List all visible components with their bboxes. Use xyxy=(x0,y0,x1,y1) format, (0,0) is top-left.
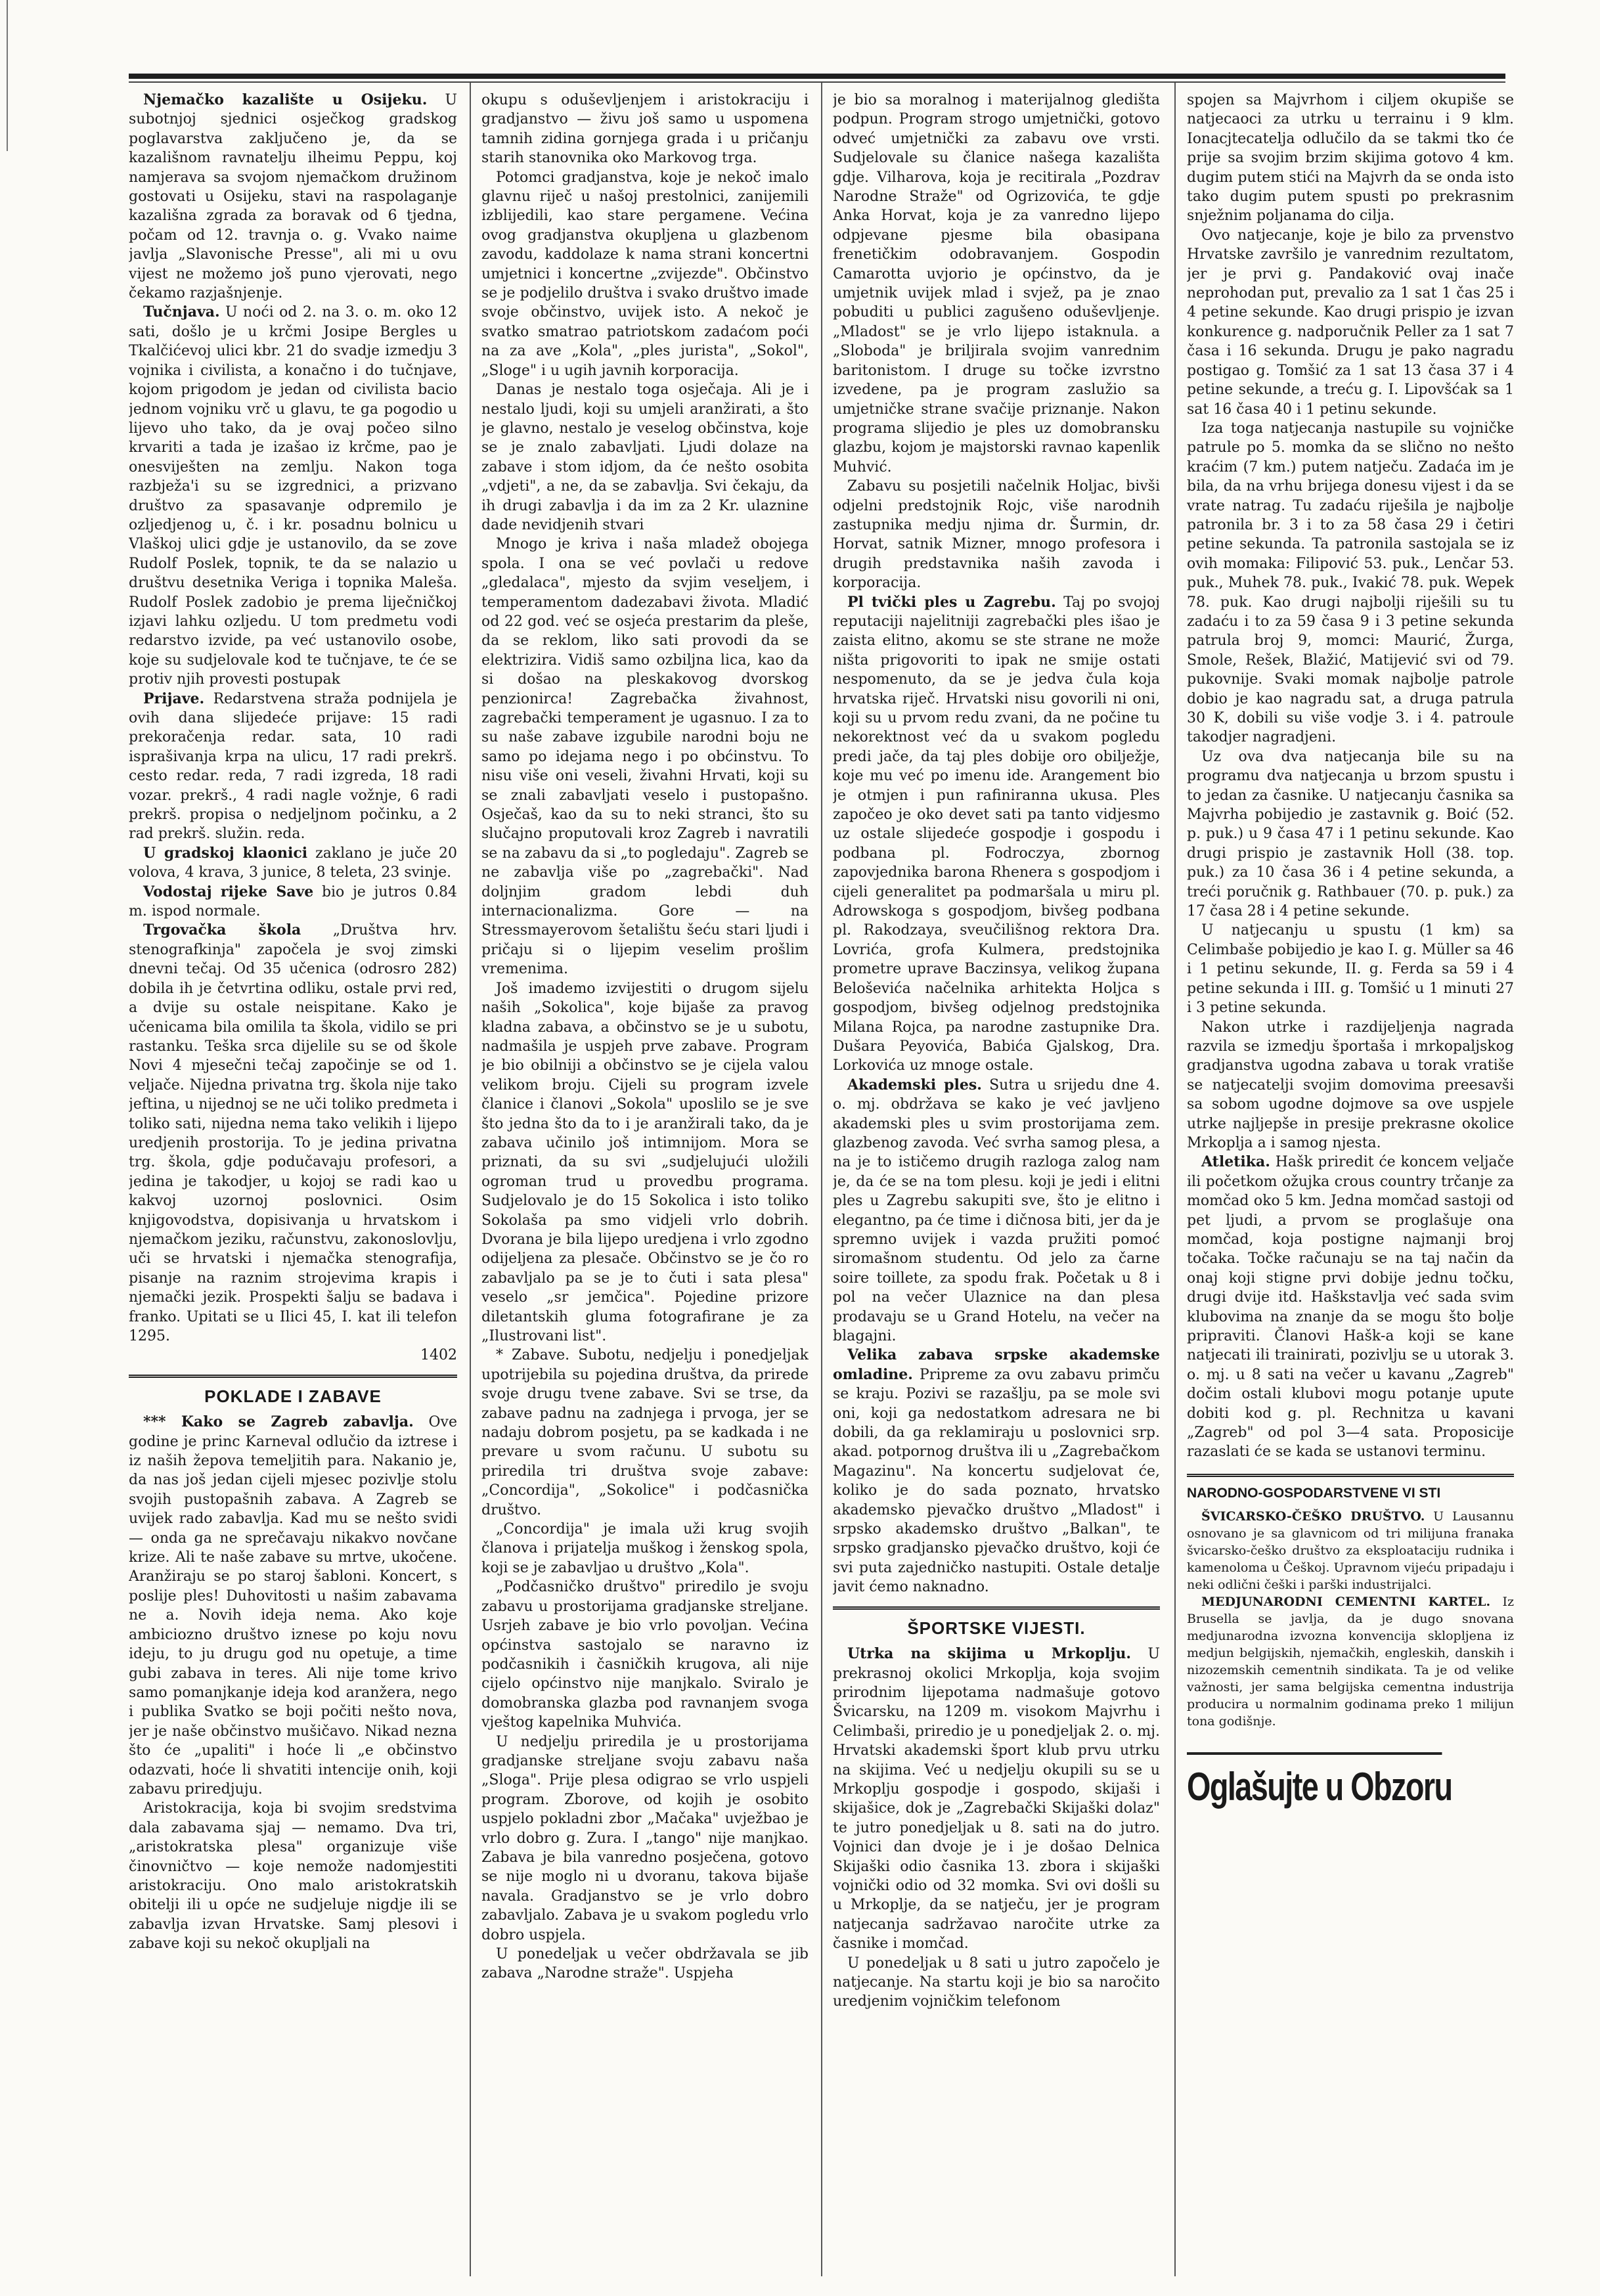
article-paragraph xyxy=(1187,1593,1514,1730)
article-text: Pripreme za ovu zabavu primču se kraju. Pozivi se razašlju, pa se mole svi oni, koji ga nedostatkom adresara ne bi dobili, da ga reklamiraju u poslovnici srp. akad. potpornog društva ili u „Zagrebačkom Magazinu". Na koncertu sudjelovat će, koliko je do sada poznato, hrvatsko akademsko pjevačko društvo „Mladost" i srpsko akademsko društvo „Balkan", te srpsko gradjansko pjevačko društvo, koji će svi puta zajedničko nastupiti. Ostale detalje javit ćemo naknadno. xyxy=(833,1366,1160,1596)
article-paragraph: „Concordija" je imala uži krug svojih članova i prijatelja muškog i ženskog spola, koji se je zabavljao u društvo „Kola". xyxy=(481,1521,809,1576)
article-paragraph: „Podčasničko društvo" priredilo je svoju zabavu u prostorijama gradjanske streljane. Usrjeh zabave je bio vrlo povoljan. Većina općinstva sastojalo se naravno iz podčasnikih i časničkih krugova, ali nije cijelo općinstvo nije manjkalo. Sviralo je domobranska glazba pod ravnanjem svoga vještog kapelnika Muhvića. xyxy=(481,1579,809,1731)
article-paragraph xyxy=(129,883,457,921)
column-divider xyxy=(821,83,822,2276)
section-title: ŠPORTSKE VIJESTI. xyxy=(833,1606,1160,1638)
column-2 xyxy=(481,91,809,2276)
article-paragraph: Mnogo je kriva i naša mladež obojega spola. I ona se već povlači u redove „gledalaca", mjesto da svjim veseljem, i temperamentom dadezabavi života. Mladić od 22 god. već se osjeća prestarim da pleše, da se reklom, liko sati provodi da se elektrizira. Vidiš samo ozbiljna lica, kao da si došao na pleskakovog dvorskog penzionirca! Zagrebačka živahnost, zagrebački temperament je ugasnuo. I za to su naše zabave izgubile narodni boju ne samo po idejama nego i po obćinstvu. To nisu više oni veseli, živahni Hrvati, koji su se znali zabavljati veselo i pustopašno. Osječaš, kao da su to neki stranci, što su slučajno proputovali kroz Zagreb i navratili se na zabavu da si „to pogledaju". Zagreb se ne zabavlja više po „zagrebački". Nad doljnjim gradom lebdi duh internacionalizma. Gore — na Stressmayerovom šetalištu šeću stari ljudi i pričaju si o lijepim veselim prošlim vremenima. xyxy=(481,536,809,978)
article-text: U subotnjoj sjednici osječkog gradskog poglavarstva zaključeno je, da se kazališnom ravnatelju ilheimu Peppu, koj namjerava sa svojom njemačkom družinom gostovati u Osijeku, stavi na raspolaganje kazališna zgrada za boravak od 6 tjedna, počam od 12. travnja o. g. Vvako naime javlja „Slavonische Presse", ali mi u ovu vijest ne možemo još puno vjerovati, nego čekamo razjašnjenje. xyxy=(129,92,457,302)
article-paragraph xyxy=(129,690,457,844)
article-text: Sutra u srijedu dne 4. o. mj. obdržava se kako je već javljeno akademski ples u svim prostorijama zem. glazbenog zavoda. Već svrha samog plesa, a na je to ističemo drugih razloga zalog nam je, da će se na tom plesu. koji je jedi i elitni ples u Zagrebu sakupiti sve, što je elitno i elegantno, pa će time i dičnosa biti, jer da je spremno uvijek i vazda pružiti pomoć siromašnom studentu. Od jelo za čarne soire toillete, za spodu frak. Početak u 8 i pol na večer Ulaznice na dan plesa prodavaju se u Grand Hotelu, na večer na blagajni. xyxy=(833,1076,1160,1344)
article-heading: MEDJUNARODNI CEMENTNI KARTEL. xyxy=(1201,1595,1491,1610)
article-heading: Pl tvički ples u Zagrebu. xyxy=(847,593,1056,611)
article-paragraph xyxy=(833,1346,1160,1597)
article-paragraph: Još imademo izvijestiti o drugom sijelu naših „Sokolica", koje bijaše za pravog kladna zabava, a občinstvo se je u subotu, nadmašila je uspjeh prve zabave. Program je bio obilniji a občinstvo se je cijela valou velikom broju. Cijeli su program izvele članice i članovi „Sokola" uposlilo se je sve što jedna što da to i je aranžirali tako, da je zabava učinilo još intimnijom. Mora se priznati, da su svi „sudjelujući uložili ogroman trud u provedbu programa. Sudjelovalo je do 15 Sokolica i isto toliko Sokolaša pa smo vidjeli vrlo dobrih. Dvorana je bila lijepo uredjena i vrlo zgodno odijeljena za plesače. Občinstvo se je čo ro zabavljalo pa se je to čuti i sata plesa" veselo „sr jemčica". Pojedine prizore diletantskih gluma fotografirane je za „Ilustrovani list". xyxy=(481,980,809,1344)
article-heading: Njemačko kazalište u Osijeku. xyxy=(143,91,428,108)
article-text: Iz Brusella se javlja, da je dugo snovana medjunarodna izvozna konvencija sklopljena iz medjun belgijskih, njemačkih, engleskih, danskih i nizozemskih cementnih sindikata. Ta je od velike važnosti, jer sama belgijska cementna industrija producira u normalnim godinama preko 1 milijun tona godišnje. xyxy=(1187,1595,1514,1729)
article-paragraph xyxy=(129,303,457,689)
article-paragraph: U nedjelju priredila je u prostorijama gradjanske streljane svoju zabavu naša „Sloga". Prije plesa odigrao se vrlo uspjeli program. Zborove, od kojih je osobito uspjelo pokladni zbor „Mačaka" uvježbao je vrlo dobro g. Zura. I „tango" nije manjkao. Zabava je bila vanredno posječena, gotovo se nije moglo ni u dvoranu, takova bijaše navala. Gradjanstvo se je vrlo dobro zabavljalo. Zabava je u svakom pogledu vrlo dobro uspjela. xyxy=(481,1733,809,1943)
article-heading: U gradskoj klaonici xyxy=(143,844,308,862)
article-paragraph: Zabavu su posjetili načelnik Holjac, bivši odjelni predstojnik Rojc, više narodnih zastupnika medju njima dr. Šurmin, dr. Horvat, satnik Mizner, mnogo profesora i drugih predstavnika naših zavoda i korporacija. xyxy=(833,478,1160,592)
article-text: U Lausannu osnovano je sa glavnicom od tri milijuna franaka švicarsko-češko društvo za eksploataciju rudnika i kamenoloma u Češkoj. Upravnom vijeću pripadaju i neki odlični češki i parški industrijalci. xyxy=(1187,1509,1514,1593)
article-text: bio je jutros 0.84 m. ispod normale. xyxy=(129,883,457,920)
article-text: Taj po svojoj reputaciji najelitniji zagrebački ples išao je zaista elitno, akomu se ste strane ne može ništa prigovoriti to ipak ne smije ostati nespomenuto, da se je jedva čula koja hrvatska riječ. Hrvatski nisu govorili ni oni, koji su u prvom redu zvani, da ne počine tu nekorektnost već da u svakom pogledu predi jače, da taj ples dobije oro obilježje, koje mu već po imenu ide. Arangement bio je otmjen i pun rafiniranna ukusa. Ples započeo je oko devet sati pa tanto vidjesmo uz ostale slijedeće gospodje i gospodu i podbana pl. Fodroczya, zbornog zapovjednika barona Rhenera s gospodjom i cijeli generalitet pa podmaršala u miru pl. Adrowskoga s gospodjom, bivšeg podbana pl. Rakodzaya, sveučilišnog rektora Dra. Lovrića, grofa Kulmera, predstojnika prometre uprave Baczinsya, velikog župana Beloševića načelnika arhitekta Holjca s gospodjom, bivšeg odjelnog predstojnika Milana Rojca, pa narodne zastupnike Dra. Dušara Peyovića, Babića Gjalskog, Dra. Lorkovića uz mnoge ostale. xyxy=(833,594,1160,1074)
column-divider xyxy=(1174,83,1176,2276)
section-title: POKLADE I ZABAVE xyxy=(129,1375,457,1406)
article-text: Hašk priredit će koncem veljače ili početkom ožujka crous country trčanje za momčad oko 5 km. Jedna momčad sastoji od pet ljudi, a prvom se proglašuje ona momčad, koja postigne najmanji broj točaka. Točke računaju se na taj način da onaj koji stigne prvi dobije jednu točku, drugi dvije itd. Haškstavlja već sada svim klubovima na znanje da se mogu što bolje pripraviti. Članovi Hašk-a koji se kane natjecati ili trainirati, pozivlju se u utorak 3. o. mj. u 8 sati na večer u kavanu „Zagreb" dočim ostali klubovi mogu potanje upute dobiti kod g. pl. Rechnitza u kavani „Zagreb" od pol 3—4 sata. Proposicije razaslati će se kada se ustanovi terminu. xyxy=(1187,1154,1514,1461)
advertisement-banner: Oglašujte u Obzoru xyxy=(1187,1752,1442,1810)
column-3 xyxy=(833,91,1160,2276)
article-paragraph xyxy=(833,1076,1160,1346)
article-paragraph: Ovo natjecanje, koje je bilo za prvenstvo Hrvatske završilo je vanrednim rezultatom, jer je prvi g. Pandaković ovaj inače neprohodan put, prevalio za 1 sat 1 čas 25 i 4 petine sekunde. Kao drugi prispio je izvan konkurence g. nadporučnik Peller za 1 sat 7 časa i 16 sekunda. Drugu je pako nagradu postigao g. Tomšić za 1 sat 13 časa 37 i 4 petine sekunde, a treću g. I. Lipovšćak sa 1 sat 16 časa 40 i 1 petinu sekunde. xyxy=(1187,227,1514,418)
article-heading: Utrka na skijima u Mrkoplju. xyxy=(847,1645,1132,1663)
article-text: Redarstvena straža podnijela je ovih dana slijedeće prijave: 15 radi prekoračenja redar. sata, 10 radi isprašivanja krpa na ulicu, 17 radi prekrš. cesto redar. reda, 7 radi izgreda, 18 radi vozar. prekrš., 4 radi nagle vožnje, 6 radi prekrš. propisa o nedjeljnom počinku, a 2 rad prekrš. služin. reda. xyxy=(129,690,457,843)
column-4 xyxy=(1187,91,1514,2276)
article-text: U noći od 2. na 3. o. m. oko 12 sati, došlo je u krčmi Josipe Bergles u Tkalčićevoj ulici kbr. 21 do svadje izmedju 3 vojnika i civilista, a konačno i do tučnjave, kojom prigodom je jedan od civilista bacio jednom vojniku vrč u glavu, te ga pogodio u lijevo uho tako, da je ovaj počeo silno krvariti a tada je izašao iz krčme, pao je onesviješten na zemlju. Nakon toga razbježa'i su se izgrednici, a prizvano društvo za spasavanje odpremilo je ozljedjenog u, č. i kr. posadnu bolnicu u Vlaškoj ulici gdje je ustanovilo, da se zove Rudolf Poslek, topnik, te da se nalazio u društvu desetnika Veriga i topnika Maleša. Rudolf Poslek zadobio je prema liječničkoj izjavi lahku ozljedu. U tom predmetu vodi redarstvo izvide, pa već ustanovilo osobe, koje su sudjelovale kod te tučnjave, te će se protiv njih provesti postupak xyxy=(129,304,457,688)
article-heading: Atletika. xyxy=(1201,1153,1270,1171)
section-title: NARODNO-GOSPODARSTVENE VI STI xyxy=(1187,1474,1514,1503)
article-paragraph: Iza toga natjecanja nastupile su vojničke patrule po 5. momka da se slično no nešto kraćim (7 km.) putem natječu. Zadaća im je bila, da na vrhu brijega donesu vijest i da se vrate natrag. Tu zadaću riješila je najbolje patronila br. 3 i to za 58 časa 29 i četiri petine sekunda. Ta patronila sastojala se iz ovih momaka: Filipović 53. puk., Lenčar 53. puk., Muhek 78. puk., Ivakić 78. puk. Wepek 78. puk. Kao drugi najbolji riješili su tu zadaću i to za 59 časa 9 i 3 petine sekunda patrula broj 9, momci: Maurić, Žurga, Smole, Rešek, Blažić, Matijević svi od 79. pukovnije. Svaki momak najbolje patrole dobio je kao nagradu sat, a druga patrula 30 K, dobili su više vodje 3. i 4. patroule takodjer nagradjeni. xyxy=(1187,420,1514,746)
article-paragraph: U natjecanju u spustu (1 km) sa Celimbaše pobijedio je kao I. g. Müller sa 46 i 1 petinu sekunde, II. g. Ferda sa 59 i 4 petine sekunda i III. g. Tomšić u 1 minuti 27 i 3 petine sekunda. xyxy=(1187,922,1514,1017)
article-paragraph: U ponedeljak u večer obdržavala se jib zabava „Narodne straže". Uspjeha xyxy=(481,1946,809,1982)
article-paragraph xyxy=(129,91,457,303)
article-text: U prekrasnoj okolici Mrkoplja, koja svojim prirodnim lijepotama nadmašuje gotovo Švicarsku, na 1209 m. visokom Majvrhu i Celimbaši, priredio je u ponedjeljak 2. o. mj. Hrvatski akademski šport klub prvu utrku na skijima. Već u nedjelju okupili su se u Mrkoplju gospodje i gospodo, skijaši i skijašice, dok je „Zagrebački Skijaški dolaz" te jutro ponedjeljak u 8. sati na do jutro. Vojnici dan dvoje je i je došao Delnica Skijaški odio časnika 13. zbora i skijaški vojnički odio od 32 momka. Svi ovi došli su u Mrkoplje, da se natječu, jer je program natjecanja sadržavao naročite utrke za časnike i momčad. xyxy=(833,1646,1160,1953)
article-paragraph xyxy=(833,593,1160,1076)
article-paragraph: okupu s oduševljenjem i aristokraciju i gradjanstvo — živu još samo u uspomena tamnih zidina gornjega grada i u pričanju starih stanovnika oko Markovog trga. xyxy=(481,92,809,167)
article-heading: Trgovačka škola xyxy=(143,921,301,939)
article-heading: Akademski ples. xyxy=(847,1076,982,1093)
article-paragraph: Danas je nestalo toga osječaja. Ali je i nestalo ljudi, koji su umjeli aranžirati, a što je glavno, nestalo je veselog občinstva, koje se je znalo zabavljati. Ljudi dolaze na zabave i stom idjom, da će nešto osobita „vdjeti", a ne, da se zabavlja. Svi čekaju, da ih drugi zabavlja i da im za 2 Kr. ulaznine dade nevidjenih stvari xyxy=(481,382,809,533)
article-paragraph: Aristokracija, koja bi svojim sredstvima dala zabavama sjaj — nemamo. Dva tri, „aristokratska plesa" organizuje više činovničtvo — koje nemože nadomjestiti aristokraciju. Ono malo aristokratskih obitelji ili u opće ne sudjeluje nigdje ili se zabavlja izvan Hrvatske. Samj plesovi i zabave koji su nekoč okupljali na xyxy=(129,1800,457,1953)
article-heading: ŠVICARSKO-ČEŠKO DRUŠTVO. xyxy=(1201,1509,1425,1524)
article-text: „Društva hrv. stenografkinja" započela je svoj zimski dnevni tečaj. Od 35 učenica (odrosro 282) dobila ih je četvrtina odliku, ostale prvi red, a dvije su ostale neispitane. Kako je učenicama bila omilila ta škola, vidilo se pri rastanku. Teška srca dijelile su se od škole Novi 4 mjesečni tečaj započinje se od 1. veljače. Nijedna privatna trg. škola nije tako jeftina, u nijednoj se ne uči toliko predmeta i toliko sati, nijedna nema tako velikih i lijepo uredjenih prostorija. To je jedina privatna trg. škola, gdje podučavaju profesori, a jedina je takodjer, u kojoj se radi kao u kakvoj uzornoj poslovnici. Osim knjigovodstva, dopisivanja u hrvatskom i njemačkom jeziku, računstvu, zakonoslovlju, uči se hrvatski i njemačka stenografija, pisanje na raznim strojevima krapis i njemački jezik. Prospekti šalju se badava i franko. Upitati se u Ilici 45, I. kat ili telefon 1295. xyxy=(129,922,457,1344)
article-heading: Tučnjava. xyxy=(143,303,220,321)
article-text: zaklano je juče 20 volova, 4 krava, 3 junice, 8 teleta, 23 svinje. xyxy=(129,845,457,881)
article-paragraph xyxy=(129,1413,457,1799)
article-paragraph xyxy=(833,1645,1160,1954)
article-paragraph: U ponedeljak u 8 sati u jutro započelo je natjecanje. Na startu koji je bio sa naročito uredjenim vojničkim telefonom xyxy=(833,1954,1160,2010)
top-rule xyxy=(129,74,1505,79)
article-paragraph: spojen sa Majvrhom i ciljem okupiše se natjecaoci za utrku u terrainu i 9 klm. Ionacjtecatelja odlučilo da se takmi tko će prije sa svojim brzim skijima gotovo 4 km. dugim putem stići na Majvrh da se onda isto tako dugim putem spusti po prekrasnim snježnim poljanama do cilja. xyxy=(1187,92,1514,225)
column-1 xyxy=(129,91,457,2276)
top-rule-thin xyxy=(129,81,1505,83)
ad-number: 1402 xyxy=(420,1347,457,1364)
article-text: Ove godine je princ Karneval odlučio da iztrese i iz naših žepova temeljitih para. Nakanio je, da nas još jedan cijeli mjesec pozivlje stolu svojih pustopašnih zabava. A Zagreb se uvijek rado zabavlja. Kad mu se nešto svidi — onda ga ne sprečavaju nikakvo novčane krize. Ali te naše zabave su mrtve, ukočene. Aranžiraju se po staroj šabloni. Koncert, s poslije ples! Duhovitosti u našim zabavama ne a. Novih ideja nema. Ako koje ambiciozno društvo iznese po koju novu ideju, to ju drugu god nu opetuje, a time gubi zabava in teres. Ali nije tome krivo samo pomanjkanje ideja kod aranžera, nego i publika Svatko se boji počiti nešto nova, jer je naše občinstvo mušičavo. Nikad nezna što će „upaliti" i hoće li „e občinstvo odazvati, hoće li shvatiti intencije onih, koji zabavu priredjuju. xyxy=(129,1414,457,1798)
article-heading: Velika zabava srpske akademske omladine. xyxy=(833,1346,1160,1383)
article-paragraph: * Zabave. Subotu, nedjelju i ponedjeljak upotrijebila su pojedina društva, da prirede svoje drugu tvene zabave. Svi se trse, da zabave padnu na zadnjega i prvoga, jer se nadaju dobrom posjetu, pa se kadkada i ne prevare u svom računu. U subotu su priredila tri društva svoje zabave: „Concordija", „Sokolice" i podčasnička društvo. xyxy=(481,1347,809,1518)
article-paragraph xyxy=(1187,1153,1514,1462)
article-paragraph xyxy=(1187,1508,1514,1593)
article-heading: Vodostaj rijeke Save xyxy=(143,883,314,900)
article-paragraph: Uz ova dva natjecanja bile su na programu dva natjecanja u brzom spustu i to jedan za časnike. U natjecanju časnika sa Majvrha pobijedio je zastavnik g. Boić (52. p. puk.) u 9 časa 47 i 1 petinu sekunde. Kao drugi prispio je zastavnik Holl (38. top. puk.) za 10 časa 36 i 4 petine sekunda, a treći poručnik g. Rathbauer (70. p. puk.) za 17 časa 28 i 4 petine sekunde. xyxy=(1187,748,1514,920)
column-divider xyxy=(470,83,471,2276)
article-heading: *** Kako se Zagreb zabavlja. xyxy=(143,1413,414,1431)
article-heading: Prijave. xyxy=(143,690,205,707)
page-margin-line xyxy=(0,0,8,151)
article-paragraph xyxy=(129,844,457,883)
article-paragraph: Nakon utrke i razdijeljenja nagrada razvila se izmedju športaša i mrkopaljskog gradjanstva ugodna zabava u torak vratiše se natjecatelji svojim domovima preesavši sa sobom ugodne dojmove sa ove uspjele utrke najljepše in presije prekrasne okolice Mrkoplja a i samog njesta. xyxy=(1187,1019,1514,1151)
article-paragraph xyxy=(129,921,457,1346)
article-paragraph: je bio sa moralnog i materijalnog gledišta podpun. Program strogo umjetnički, gotovo odveć umjetnički za zabavu ove vrsti. Sudjelovale su članice našega kazališta gdje. Vilharova, koja je recitirala „Pozdrav Narodne Straže" od Ogrizovića, te gdje Anka Horvat, koja je za vanredno lijepo odpjevane pjesme bila obasipana frenetičkim odobravanjem. Gospodin Camarotta uvjorio je općinstvo, da je umjetnik uvijek mlad i svjež, pa je znao pobuditi u publici zagušeno oduševljenje. „Mladost" se je vrlo lijepo istaknula. a „Sloboda" je briljirala svojim vanrednim baritonistom. I druge su točke izvrstno izvedene, pa je program zaslužio sa umjetničke strane svačije priznanje. Nakon programa slijedio je ples uz domobransku glazbu, kojom je majstorski ravnao kapenlik Muhvić. xyxy=(833,92,1160,475)
article-paragraph: Potomci gradjanstva, koje je nekoč imalo glavnu riječ u našoj prestolnici, zanijemili izblijedili, kao stare pergamene. Većina ovog gradjanstva okupljena u glazbenom zavodu, kaddolaze k nama strani koncertni umjetnici i koncertne „zvijezde". Občinstvo se je podjelilo društva i svako društvo imade svoje občinstvo, uvijek isto. A nekoč je svatko smatrao patriotskom zadaćom poći na za ave „Kola", „ples jurista", „Sokol", „Sloge" i u ugih javnih korporacija. xyxy=(481,169,809,379)
